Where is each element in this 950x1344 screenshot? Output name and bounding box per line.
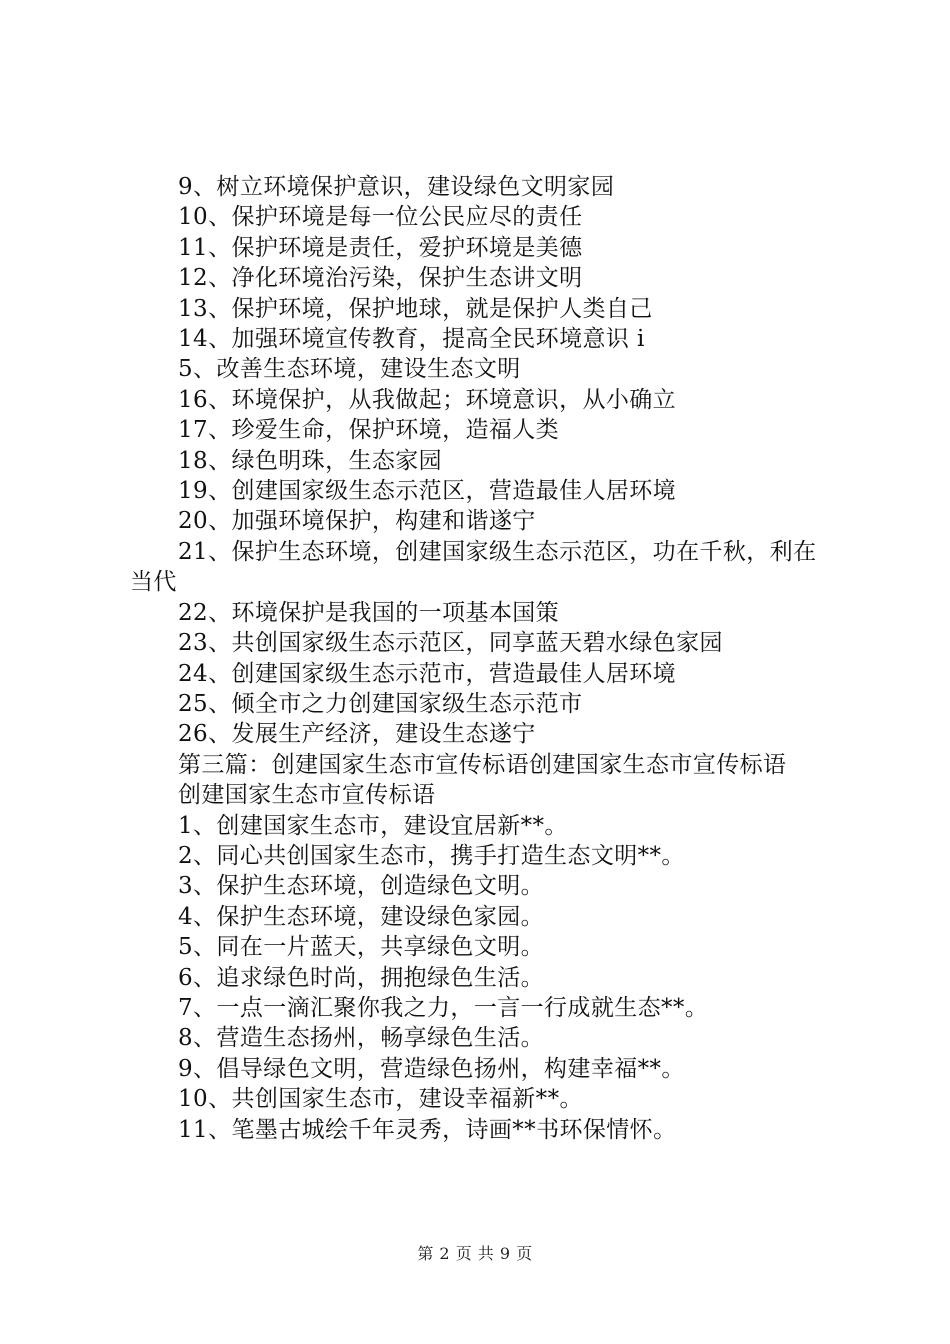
slogan-line: 10、共创国家生态市，建设幸福新**。: [178, 1086, 583, 1113]
slogan-line: 17、珍爱生命，保护环境，造福人类: [178, 417, 560, 444]
slogan-line: 4、保护生态环境，建设绿色家园。: [178, 903, 545, 930]
slogan-line: 16、环境保护，从我做起；环境意识，从小确立: [178, 386, 677, 413]
slogan-line: 23、共创国家级生态示范区，同享蓝天碧水绿色家园: [178, 630, 723, 657]
slogan-line: 8、营造生态扬州，畅享绿色生活。: [178, 1025, 545, 1052]
slogan-line: 1、创建国家生态市，建设宜居新**。: [178, 812, 568, 839]
slogan-line: 12、净化环境治污染，保护生态讲文明: [178, 265, 583, 292]
slogan-line: 6、追求绿色时尚，拥抱绿色生活。: [178, 964, 545, 991]
slogan-line: 3、保护生态环境，创造绿色文明。: [178, 873, 545, 900]
section-heading: 第三篇：创建国家生态市宣传标语创建国家生态市宣传标语: [178, 751, 787, 778]
slogan-line: 21、保护生态环境，创建国家级生态示范区，功在千秋，利在当代: [130, 538, 817, 596]
slogan-line: 19、创建国家级生态示范区，营造最佳人居环境: [178, 478, 677, 505]
slogan-line: 7、一点一滴汇聚你我之力，一言一行成就生态**。: [178, 994, 709, 1021]
section-subtitle: 创建国家生态市宣传标语: [178, 782, 436, 809]
slogan-line: 13、保护环境，保护地球，就是保护人类自己: [178, 295, 653, 322]
slogan-line: 26、发展生产经济，建设生态遂宁: [178, 721, 536, 748]
slogan-line: 22、环境保护是我国的一项基本国策: [178, 599, 560, 626]
slogan-line: 11、保护环境是责任，爱护环境是美德: [178, 234, 583, 261]
slogan-line: 14、加强环境宣传教育，提高全民环境意识 i: [178, 326, 645, 353]
slogan-line: 24、创建国家级生态示范市，营造最佳人居环境: [178, 660, 677, 687]
slogan-line: 11、笔墨古城绘千年灵秀，诗画**书环保情怀。: [178, 1116, 677, 1143]
slogan-line: 25、倾全市之力创建国家级生态示范市: [178, 690, 583, 717]
slogan-line: 20、加强环境保护，构建和谐遂宁: [178, 508, 536, 535]
slogan-line: 5、同在一片蓝天，共享绿色文明。: [178, 934, 545, 961]
page-number-footer: 第 2 页 共 9 页: [417, 1244, 533, 1263]
slogan-line: 2、同心共创国家生态市，携手打造生态文明**。: [178, 842, 685, 869]
slogan-line: 18、绿色明珠，生态家园: [178, 447, 443, 474]
slogan-line: 9、树立环境保护意识，建设绿色文明家园: [178, 174, 615, 200]
slogan-line: 10、保护环境是每一位公民应尽的责任: [178, 204, 583, 231]
document-body: [130, 172, 835, 1145]
slogan-line: 5、改善生态环境，建设生态文明: [178, 356, 521, 383]
slogan-line: 9、倡导绿色文明，营造绿色扬州，构建幸福**。: [178, 1055, 685, 1082]
